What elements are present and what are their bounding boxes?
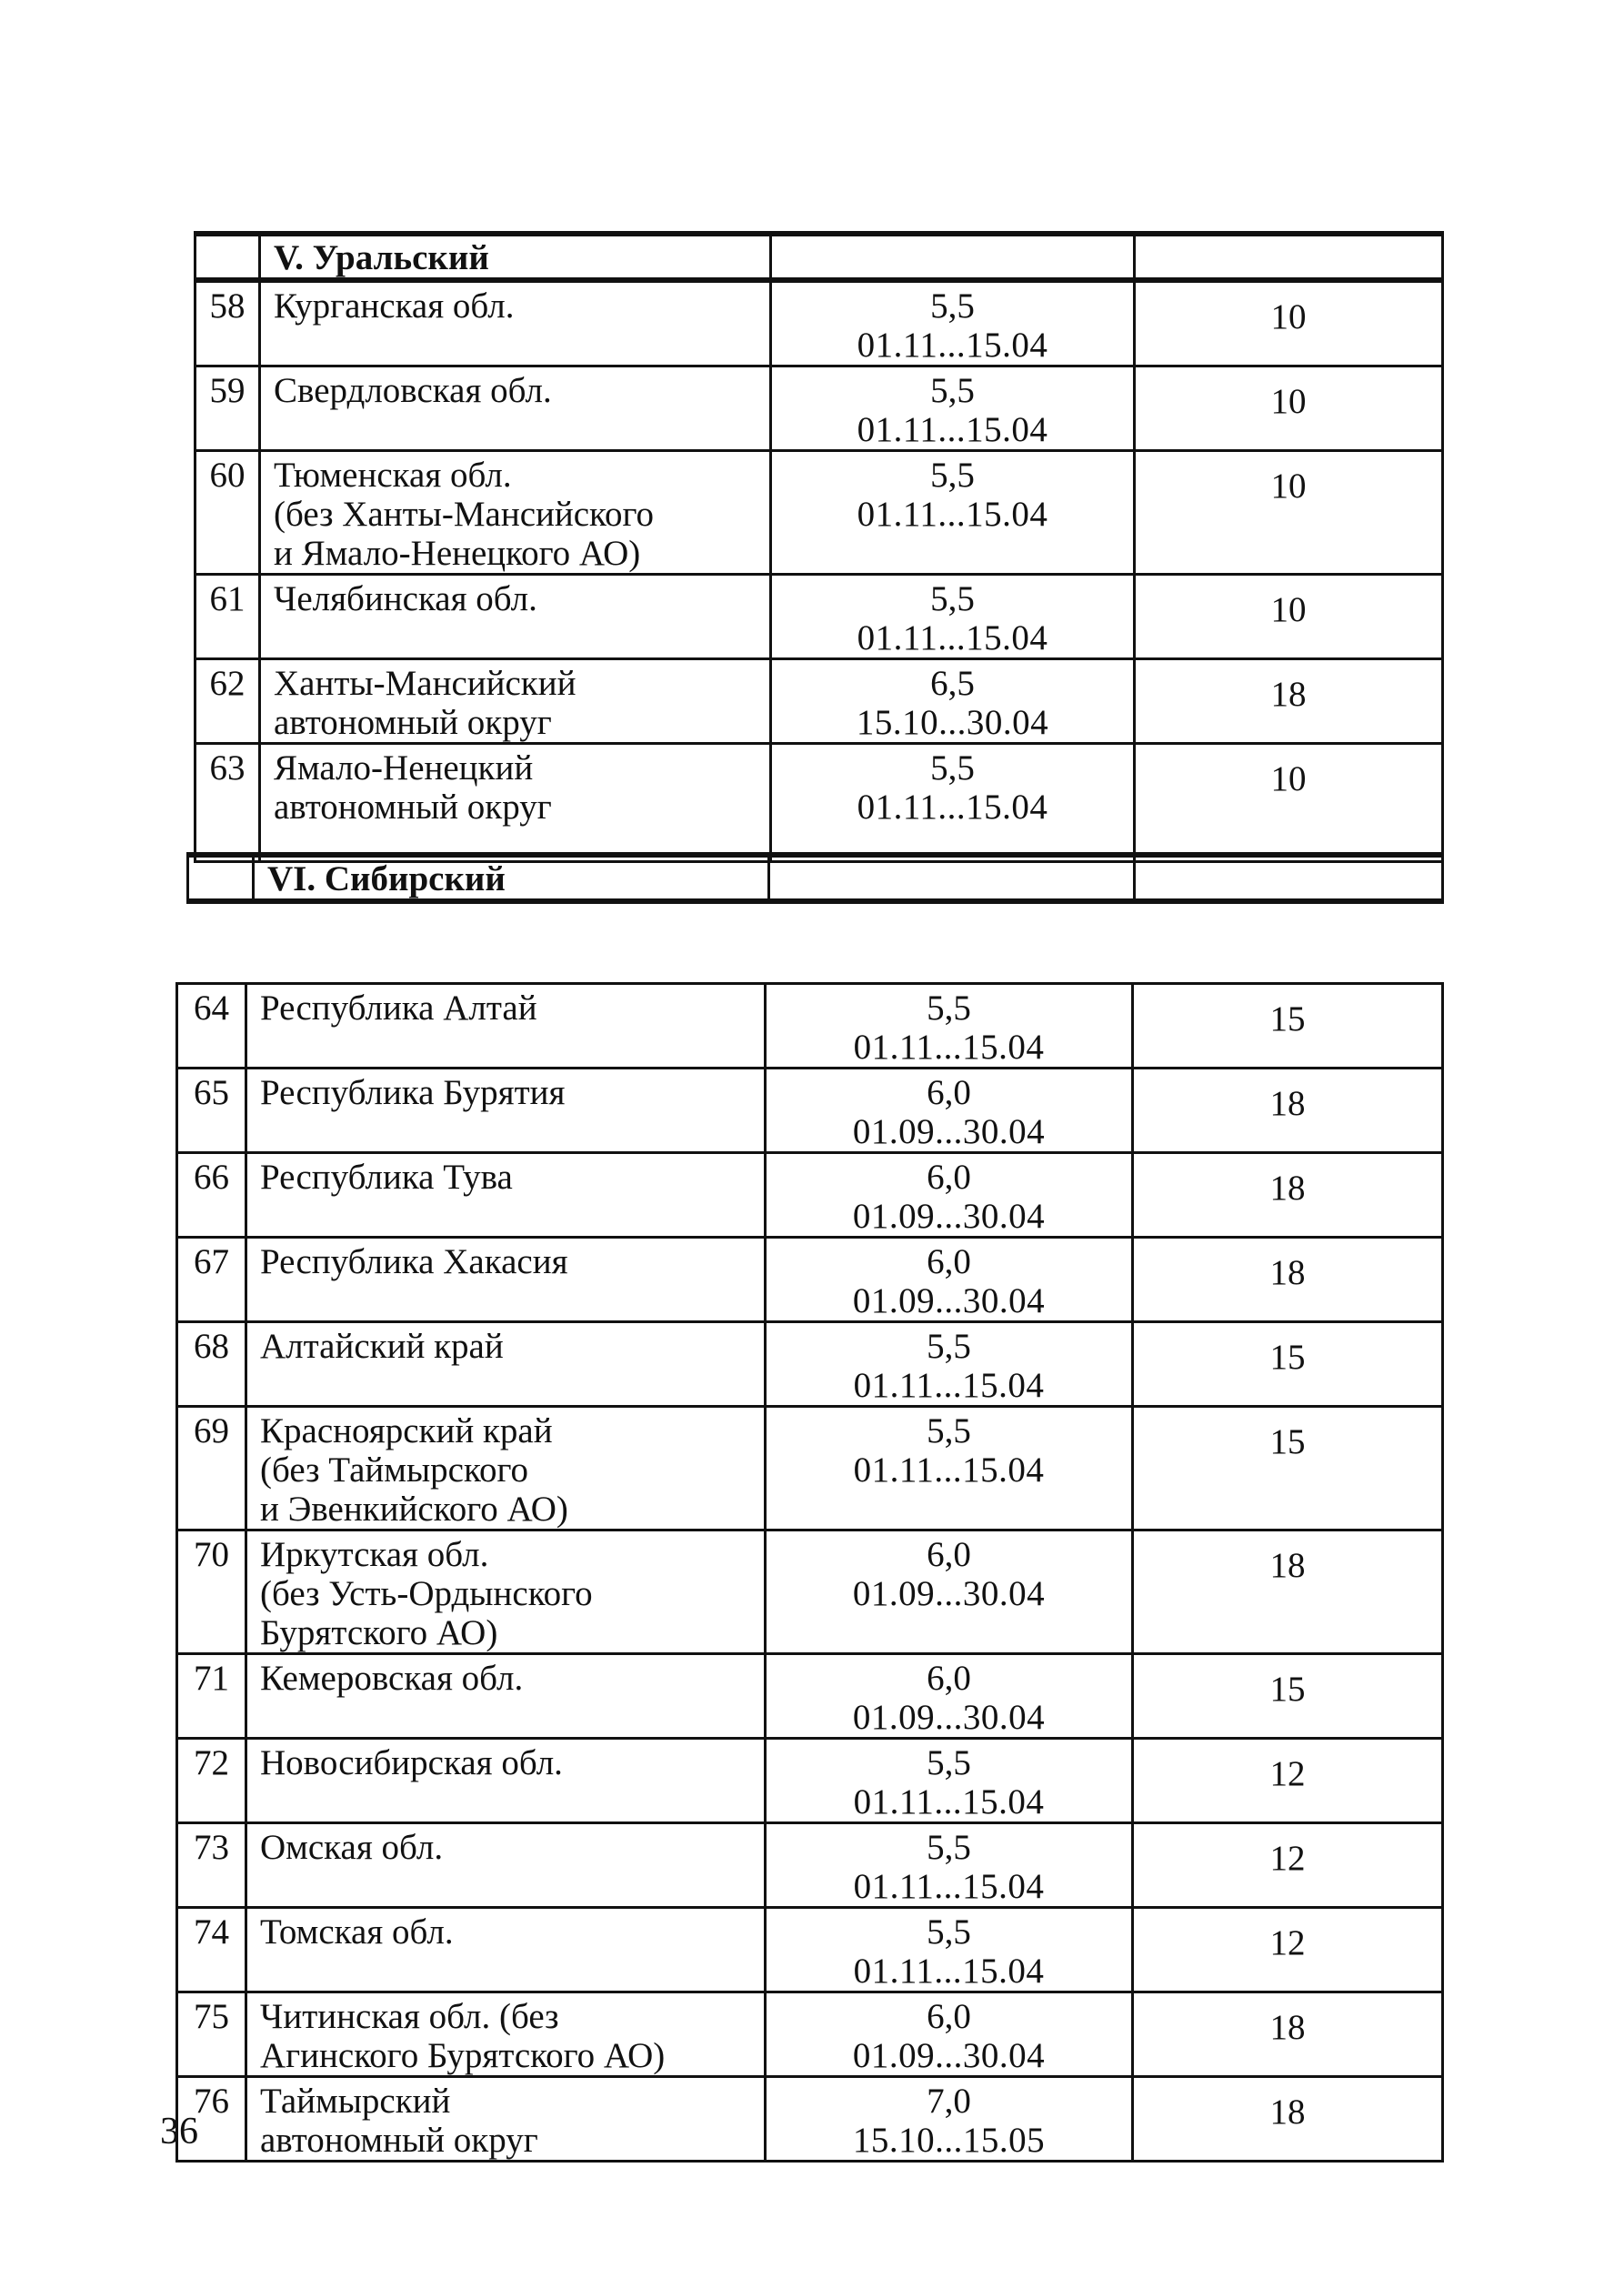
region-name-cell [246,1908,766,1992]
table-row [177,2077,1443,2162]
climate-value: 5,5 [930,748,975,788]
region-name-cell [260,659,771,744]
extra-value: 15 [1269,1338,1306,1377]
row-number-cell [177,1908,246,1992]
table-row [195,659,1443,744]
region-name-line: Республика Бурятия [260,1073,566,1112]
section-title-cell [254,855,769,901]
extra-value-cell [1133,1823,1443,1908]
extra-value-cell [1133,984,1443,1069]
region-name-line: Республика Хакасия [260,1242,568,1281]
climate-value: 6,0 [927,1158,971,1197]
row-number-cell [195,280,260,366]
row-number: 60 [209,456,246,495]
extra-value: 18 [1269,1084,1306,1123]
region-name-cell [246,1069,766,1153]
climate-value: 5,5 [927,1327,971,1366]
extra-value: 15 [1269,1422,1306,1461]
region-name-line: Алтайский край [260,1327,504,1366]
climate-value: 6,0 [927,1073,971,1112]
extra-value: 18 [1270,675,1307,714]
section-extra-cell [1135,855,1443,901]
extra-value-cell [1133,1992,1443,2077]
row-number: 68 [194,1327,229,1366]
region-name-line: Тюменская обл. [274,456,512,495]
row-number-cell [177,1407,246,1530]
row-number: 66 [194,1158,229,1197]
row-number-cell [177,1823,246,1908]
row-number: 75 [194,1997,229,2036]
section-header-row [195,234,1443,280]
value-period-cell [771,280,1135,366]
table-row [177,1654,1443,1739]
region-name-cell [246,1992,766,2077]
climate-value: 5,5 [927,988,971,1028]
climate-value: 6,5 [930,664,975,703]
table-row [195,451,1443,575]
table-row [195,575,1443,659]
row-number: 61 [209,579,246,618]
climate-value: 5,5 [930,456,975,495]
extra-value-cell [1135,744,1443,862]
value-period-cell [771,451,1135,575]
extra-value: 18 [1269,2092,1306,2132]
section-number-cell [195,234,260,280]
table-row [177,1238,1443,1322]
region-name-cell [246,1322,766,1407]
extra-value-cell [1133,1530,1443,1654]
climate-table-siberia [175,982,1444,2163]
extra-value: 10 [1270,590,1307,629]
region-name-line: Свердловская обл. [274,371,552,410]
row-number-cell [177,1069,246,1153]
region-name-line: Бурятского АО) [260,1613,498,1652]
climate-table-ural [194,231,1444,863]
row-number: 64 [194,988,229,1028]
extra-value-cell [1133,1654,1443,1739]
extra-value: 18 [1269,1253,1306,1292]
season-period: 01.11...15.04 [857,410,1048,449]
table-row [177,1739,1443,1823]
row-number-cell [195,659,260,744]
region-name-cell [260,280,771,366]
season-period: 01.11...15.04 [853,1952,1045,1991]
table-row [177,1992,1443,2077]
region-name-line: (без Усть-Ордынского [260,1574,593,1613]
section-title-cell [260,234,771,280]
extra-value: 15 [1269,999,1306,1039]
climate-value: 7,0 [927,2082,971,2121]
row-number: 58 [209,286,246,326]
extra-value: 10 [1270,382,1307,421]
season-period: 01.11...15.04 [857,618,1048,657]
region-name-cell [246,1238,766,1322]
region-name-line: и Ямало-Ненецкого АО) [274,534,641,573]
section-value-cell [769,855,1135,901]
region-name-line: Иркутская обл. [260,1535,489,1574]
climate-value: 6,0 [927,1535,971,1574]
region-name-line: автономный округ [274,788,552,827]
extra-value-cell [1133,1739,1443,1823]
value-period-cell [766,1153,1133,1238]
extra-value-cell [1133,2077,1443,2162]
region-name-line: Таймырский [260,2082,451,2121]
extra-value-cell [1135,659,1443,744]
region-name-cell [246,1530,766,1654]
row-number: 74 [194,1912,229,1952]
extra-value-cell [1135,280,1443,366]
season-period: 01.09...30.04 [852,1197,1046,1236]
region-name-line: Ханты-Мансийский [274,664,576,703]
value-period-cell [771,366,1135,451]
row-number: 62 [209,664,246,703]
row-number: 76 [194,2082,229,2121]
season-period: 01.09...30.04 [852,1112,1046,1151]
row-number: 63 [209,748,246,788]
region-name-cell [260,451,771,575]
row-number-cell [195,451,260,575]
climate-value: 5,5 [930,371,975,410]
season-period: 01.11...15.04 [853,1450,1045,1490]
row-number: 67 [194,1242,229,1281]
region-name-cell [246,1407,766,1530]
season-period: 01.11...15.04 [853,1782,1045,1821]
extra-value: 18 [1269,2008,1306,2047]
table-row [177,1530,1443,1654]
region-name-line: и Эвенкийского АО) [260,1490,568,1529]
region-name-line: автономный округ [274,703,552,742]
row-number-cell [177,1992,246,2077]
row-number-cell [177,1654,246,1739]
value-period-cell [766,1654,1133,1739]
row-number: 65 [194,1073,229,1112]
value-period-cell [766,1322,1133,1407]
region-name-line: Курганская обл. [274,286,515,326]
region-name-cell [260,366,771,451]
season-period: 15.10...30.04 [856,703,1049,742]
value-period-cell [771,575,1135,659]
season-period: 01.11...15.04 [853,1028,1045,1067]
climate-value: 5,5 [927,1912,971,1952]
value-period-cell [766,1908,1133,1992]
row-number: 71 [194,1659,229,1698]
table-row [195,366,1443,451]
table-row [177,1322,1443,1407]
region-name-cell [246,984,766,1069]
value-period-cell [766,1823,1133,1908]
season-period: 01.09...30.04 [852,1281,1046,1320]
row-number-cell [195,744,260,862]
extra-value-cell [1133,1238,1443,1322]
table-row [195,744,1443,862]
region-name-cell [260,744,771,862]
climate-value: 5,5 [930,579,975,618]
row-number-cell [195,366,260,451]
region-name-cell [246,1823,766,1908]
region-name-line: Республика Тува [260,1158,513,1197]
region-name-cell [246,1153,766,1238]
table-row [177,1823,1443,1908]
row-number: 70 [194,1535,229,1574]
extra-value: 18 [1269,1169,1306,1208]
season-period: 01.11...15.04 [857,788,1048,827]
season-period: 01.09...30.04 [852,1574,1046,1613]
region-name-line: Агинского Бурятского АО) [260,2036,666,2075]
climate-value: 5,5 [927,1828,971,1867]
table-row [177,1407,1443,1530]
extra-value: 12 [1269,1754,1306,1793]
row-number-cell [177,1322,246,1407]
extra-value: 15 [1269,1670,1306,1709]
value-period-cell [771,744,1135,862]
table-row [195,280,1443,366]
extra-value-cell [1133,1153,1443,1238]
extra-value-cell [1133,1407,1443,1530]
section-title: VI. Сибирский [267,859,506,898]
region-name-cell [246,2077,766,2162]
region-name-line: Новосибирская обл. [260,1743,563,1782]
region-name-line: Красноярский край [260,1411,553,1450]
row-number-cell [177,1153,246,1238]
extra-value-cell [1133,1069,1443,1153]
extra-value: 12 [1269,1923,1306,1962]
extra-value-cell [1133,1322,1443,1407]
row-number-cell [195,575,260,659]
climate-value: 5,5 [930,286,975,326]
season-period: 01.09...30.04 [852,2036,1046,2075]
section-number-cell [188,855,254,901]
region-name-line: Томская обл. [260,1912,454,1952]
extra-value: 10 [1270,467,1307,506]
region-name-cell [246,1654,766,1739]
value-period-cell [766,1238,1133,1322]
row-number: 69 [194,1411,229,1450]
row-number-cell [177,1238,246,1322]
climate-value: 6,0 [927,1242,971,1281]
extra-value: 12 [1269,1839,1306,1878]
region-name-line: Челябинская обл. [274,579,537,618]
section-title: V. Уральский [274,238,489,277]
region-name-line: Омская обл. [260,1828,444,1867]
climate-value: 6,0 [927,1997,971,2036]
season-period: 01.09...30.04 [852,1698,1046,1737]
value-period-cell [766,2077,1133,2162]
row-number-cell [177,1739,246,1823]
region-name-cell [246,1739,766,1823]
extra-value: 10 [1270,759,1307,798]
region-name-line: (без Таймырского [260,1450,528,1490]
value-period-cell [766,1739,1133,1823]
value-period-cell [771,659,1135,744]
season-period: 01.11...15.04 [857,495,1048,534]
extra-value: 18 [1269,1546,1306,1585]
table-row [177,1069,1443,1153]
climate-value: 6,0 [927,1659,971,1698]
table-row [177,984,1443,1069]
section-value-cell [771,234,1135,280]
row-number: 72 [194,1743,229,1782]
extra-value: 10 [1270,297,1307,336]
region-name-line: Кемеровская обл. [260,1659,524,1698]
season-period: 01.11...15.04 [853,1867,1045,1906]
section-header-row [188,855,1443,901]
extra-value-cell [1135,366,1443,451]
region-name-line: (без Ханты-Мансийского [274,495,655,534]
region-name-line: Республика Алтай [260,988,537,1028]
value-period-cell [766,1407,1133,1530]
page-number: 36 [160,2111,198,2153]
table-row [177,1153,1443,1238]
climate-value: 5,5 [927,1411,971,1450]
value-period-cell [766,1530,1133,1654]
row-number: 73 [194,1828,229,1867]
value-period-cell [766,984,1133,1069]
value-period-cell [766,1992,1133,2077]
table-row [177,1908,1443,1992]
region-name-line: Ямало-Ненецкий [274,748,534,788]
extra-value-cell [1135,575,1443,659]
season-period: 01.11...15.04 [857,326,1048,365]
row-number-cell [177,984,246,1069]
extra-value-cell [1133,1908,1443,1992]
season-period: 01.11...15.04 [853,1366,1045,1405]
climate-table-siberia-header [186,852,1444,904]
region-name-line: Читинская обл. (без [260,1997,559,2036]
climate-value: 5,5 [927,1743,971,1782]
value-period-cell [766,1069,1133,1153]
row-number: 59 [209,371,246,410]
section-extra-cell [1135,234,1443,280]
season-period: 15.10...15.05 [852,2121,1046,2160]
region-name-cell [260,575,771,659]
extra-value-cell [1135,451,1443,575]
row-number-cell [177,1530,246,1654]
region-name-line: автономный округ [260,2121,538,2160]
